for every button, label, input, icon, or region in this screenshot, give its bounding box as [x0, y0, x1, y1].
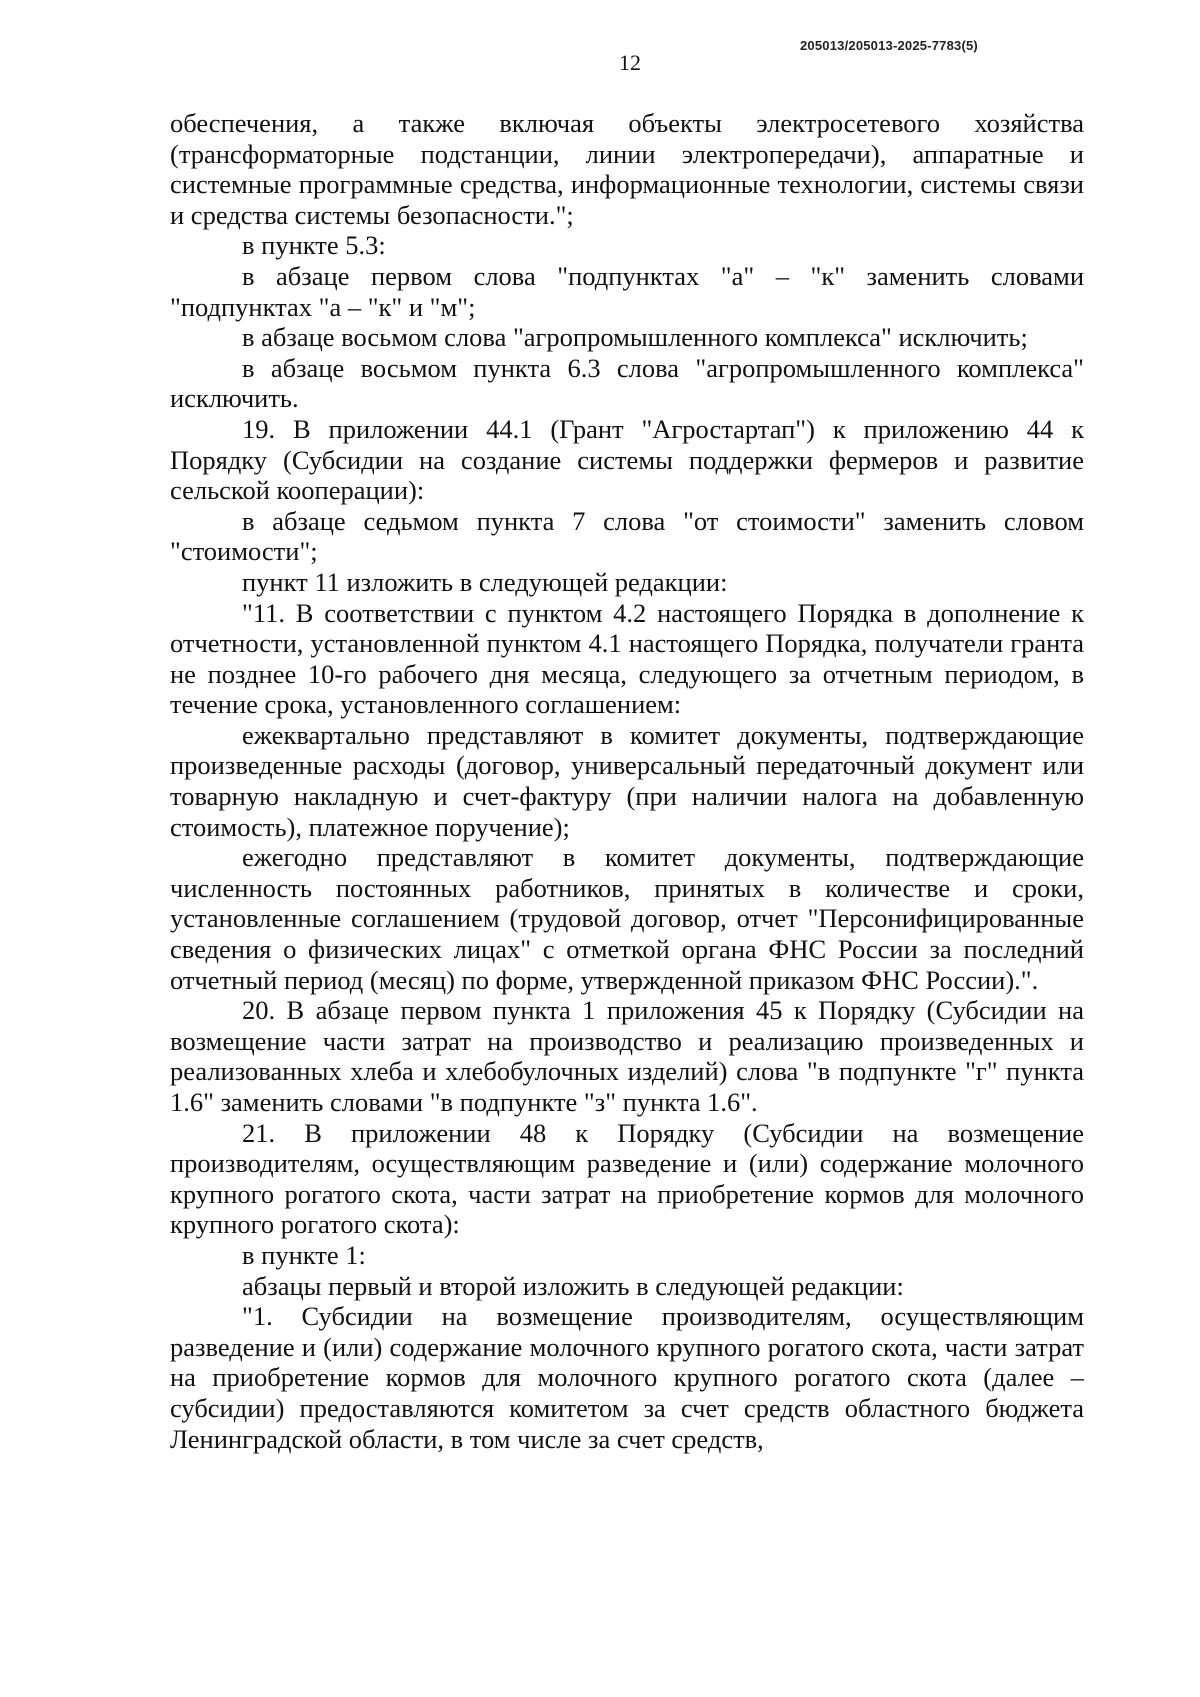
paragraph: ежегодно представляют в комитет документы, подтверждающие численность постоянных работников, принятых в количестве и сроки, установленные соглашением (трудовой договор, отчет "Персонифицированные сведения о физических лицах" с отметкой органа ФНС России за последний отчетный период (месяц) по форме, утвержденной приказом ФНС России).".: [170, 842, 1084, 995]
paragraph: в абзаце восьмом слова "агропромышленного комплекса" исключить;: [242, 322, 1028, 353]
paragraph: в абзаце восьмом пункта 6.3 слова "агропромышленного комплекса" исключить.: [170, 352, 1084, 414]
paragraph: 20. В абзаце первом пункта 1 приложения 45 к Порядку (Субсидии на возмещение части затрат на производство и реализацию произведенных и реализованных хлеба и хлебобулочных изделий) слова "в подпункте "г" пункта 1.6" заменить словами "в подпункте "з" пункта 1.6".: [170, 995, 1084, 1117]
paragraph: "11. В соответствии с пунктом 4.2 настоящего Порядка в дополнение к отчетности, установленной пунктом 4.1 настоящего Порядка, получатели гранта не позднее 10-го рабочего дня месяца, следующего за отчетным периодом, в течение срока, установленного соглашением:: [170, 597, 1084, 720]
paragraph: пункт 11 изложить в следующей редакции:: [242, 566, 728, 597]
document-registration-number: 205013/205013-2025-7783(5): [800, 38, 978, 53]
paragraph: в пункте 5.3:: [242, 230, 386, 261]
page-number: 12: [619, 50, 641, 75]
paragraph: в абзаце седьмом пункта 7 слова "от стоимости" заменить словом "стоимости";: [170, 505, 1084, 567]
paragraph: ежеквартально представляют в комитет документы, подтверждающие произведенные расходы (договор, универсальный передаточный документ или товарную накладную и счет-фактуру (при наличии налога на добавленную стоимость), платежное поручение);: [170, 719, 1084, 842]
paragraph: в пункте 1:: [242, 1239, 366, 1270]
paragraph: абзацы первый и второй изложить в следующей редакции:: [242, 1270, 904, 1301]
paragraph: 21. В приложении 48 к Порядку (Субсидии на возмещение производителям, осуществляющим разведение и (или) содержание молочного крупного рогатого скота, части затрат на приобретение кормов для молочного крупного рогатого скота):: [170, 1117, 1084, 1240]
document-body: [170, 108, 1084, 1454]
paragraph: обеспечения, а также включая объекты электросетевого хозяйства (трансформаторные подстанции, линии электропередачи), аппаратные и системные программные средства, информационные технологии, системы связи и средства системы безопасности.";: [170, 108, 1084, 230]
paragraph: "1. Субсидии на возмещение производителям, осуществляющим разведение и (или) содержание молочного крупного рогатого скота, части затрат на приобретение кормов для молочного крупного рогатого скота (далее – субсидии) предоставляются комитетом за счет средств областного бюджета Ленинградской области, в том числе за счет средств,: [170, 1301, 1084, 1454]
paragraph: в абзаце первом слова "подпунктах "а" – "к" заменить словами "подпунктах "а – "к" и "м";: [170, 260, 1084, 322]
paragraph: 19. В приложении 44.1 (Грант "Агростартап") к приложению 44 к Порядку (Субсидии на создание системы поддержки фермеров и развитие сельской кооперации):: [170, 413, 1084, 506]
